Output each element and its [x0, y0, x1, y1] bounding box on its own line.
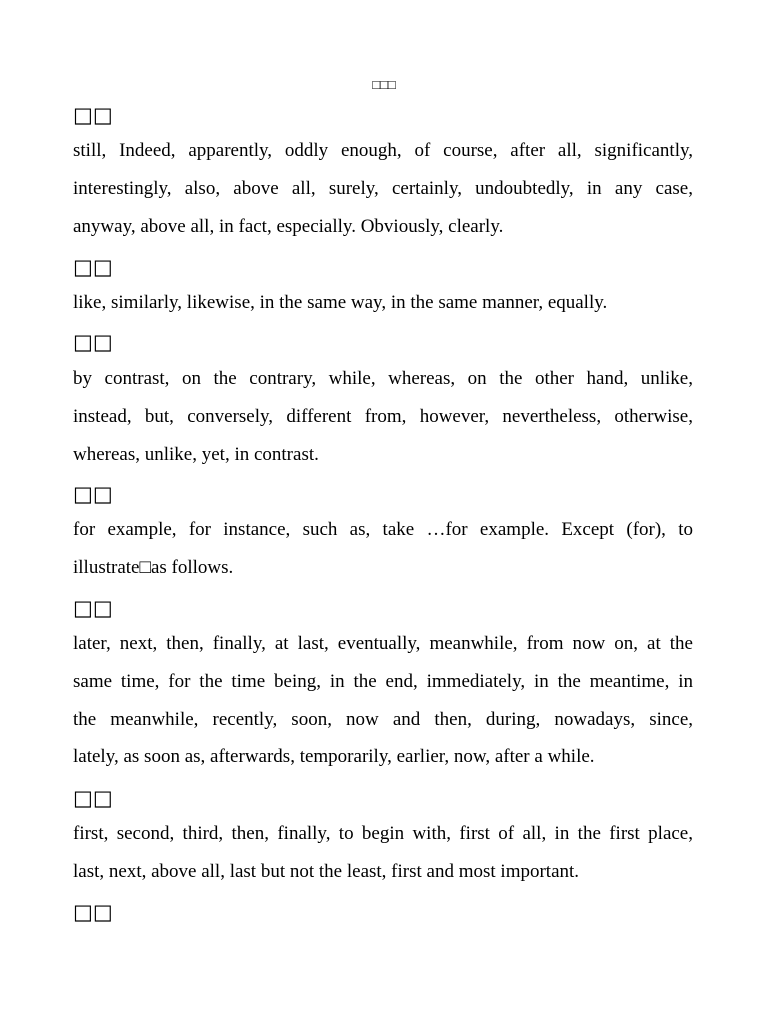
paragraph-line: same time, for the time being, in the end, immediately, in the meantime, in	[73, 670, 693, 692]
paragraph-line: later, next, then, finally, at last, eventually, meanwhile, from now on, at the	[73, 633, 693, 654]
section-heading: □□	[73, 596, 113, 620]
section-heading: □□	[73, 482, 113, 506]
paragraph-line: last, next, above all, last but not the least, first and most important.	[73, 860, 580, 882]
section-paragraph	[73, 625, 693, 776]
paragraph-line: illustrate□as follows.	[73, 556, 234, 578]
section-paragraph	[73, 815, 693, 891]
paragraph-line: by contrast, on the contrary, while, whereas, on the other hand, unlike,	[73, 368, 693, 389]
paragraph-line: whereas, unlike, yet, in contrast.	[73, 443, 319, 465]
section-heading: □□	[73, 786, 113, 810]
paragraph-line: the meanwhile, recently, soon, now and then, during, nowadays, since,	[73, 708, 693, 730]
section-heading: □□	[73, 255, 113, 279]
paragraph-line: first, second, third, then, finally, to begin with, first of all, in the first place,	[73, 823, 693, 844]
paragraph-line: interestingly, also, above all, surely, certainly, undoubtedly, in any case,	[73, 177, 693, 199]
page-header: □□□	[372, 77, 396, 92]
section-paragraph	[73, 284, 693, 322]
section-heading: □□	[73, 900, 113, 924]
section-heading: □□	[73, 103, 113, 127]
paragraph-line: like, similarly, likewise, in the same way, in the same manner, equally.	[73, 292, 608, 313]
paragraph-line: instead, but, conversely, different from, however, nevertheless, otherwise,	[73, 405, 693, 427]
section-paragraph	[73, 511, 693, 587]
paragraph-line: lately, as soon as, afterwards, temporarily, earlier, now, after a while.	[73, 746, 595, 768]
section-paragraph	[73, 132, 693, 245]
section-paragraph	[73, 360, 693, 473]
section-heading: □□	[73, 330, 113, 354]
paragraph-line: still, Indeed, apparently, oddly enough, of course, after all, significantly,	[73, 140, 693, 161]
paragraph-line: anyway, above all, in fact, especially. Obviously, clearly.	[73, 215, 504, 237]
paragraph-line: for example, for instance, such as, take …for example. Except (for), to	[73, 519, 693, 540]
